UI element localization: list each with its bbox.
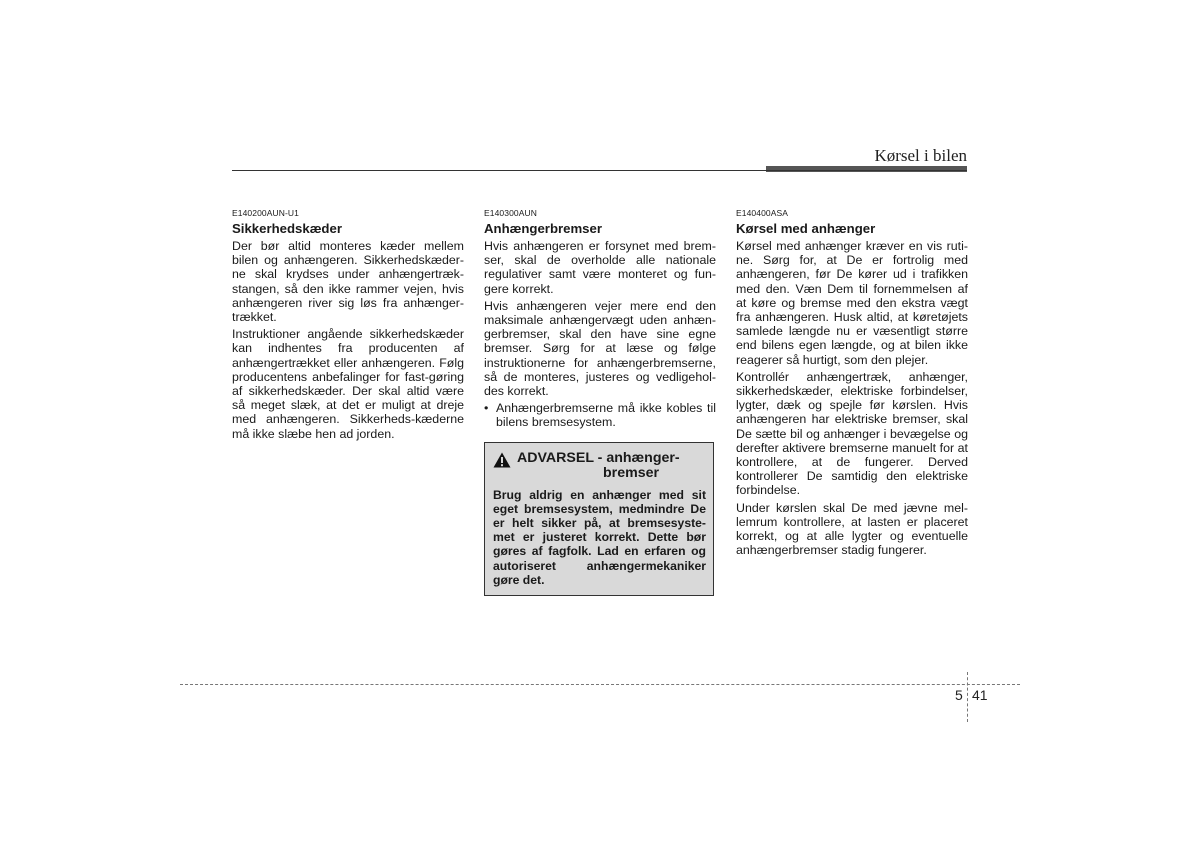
bullet-text: Anhængerbremserne må ikke kobles til bilens bremsesystem. <box>496 401 716 430</box>
page-number: 41 <box>972 687 988 703</box>
chapter-number: 5 <box>955 687 963 703</box>
footer-dashed-divider <box>967 672 968 722</box>
warning-title-line1: ADVARSEL - anhænger- <box>517 449 680 466</box>
section-code: E140300AUN <box>484 208 537 218</box>
column-trailer-brakes <box>484 208 716 596</box>
paragraph: Instruktioner angående sikkerhedskæder kan indhentes fra producenten af anhængertrækket eller anhængeren. Følg producentens anbefalinger for fast-gøring af sikkerhedskæder. Der skal altid være så meget slæk, at det er muligt at dreje med anhængeren. Sikkerheds-kæderne må ikke slæbe hen ad jorden. <box>232 327 464 441</box>
section-code: E140400ASA <box>736 208 789 218</box>
paragraph: Hvis anhængeren er forsynet med brem-ser, skal de overholde alle nationale regulativer samt være monteret og fun-gere korrekt. <box>484 239 716 296</box>
page-header-title: Kørsel i bilen <box>874 146 967 165</box>
warning-triangle-icon <box>493 452 511 468</box>
section-code: E140200AUN-U1 <box>232 208 299 218</box>
bullet-dot: • <box>484 401 489 416</box>
warning-body: Brug aldrig en anhænger med sit eget bremsesystem, medmindre De er helt sikker på, at bremsesyste-met er justeret korrekt. Dette bør gøres af fagfolk. Lad en erfaren og autoriseret anhængermekaniker gøre det. <box>493 487 706 587</box>
header-bar <box>766 166 967 172</box>
footer-dashed-rule <box>180 684 1020 685</box>
section-heading: Kørsel med anhænger <box>736 221 876 236</box>
paragraph: Der bør altid monteres kæder mellem bilen og anhængeren. Sikkerhedskæder-ne skal krydses under anhængertræk-stangen, så den ikke rammer vejen, hvis anhængeren river sig løs fra anhænger-trækket. <box>232 239 464 325</box>
section-heading: Anhængerbremser <box>484 221 602 236</box>
paragraph: Kontrollér anhængertræk, anhænger, sikkerhedskæder, elektriske forbindelser, lygter, dæk og spejle før kørslen. Hvis anhængeren har elektriske bremser, skal De sætte bil og anhænger i bevægelse og derefter aktivere bremserne manuelt for at kontrollere, at de fungerer. Derved kontrollerer De samtidig den elektriske forbindelse. <box>736 369 968 498</box>
warning-box <box>484 442 714 596</box>
column-driving-with-trailer <box>736 208 968 560</box>
header-rule <box>232 170 967 171</box>
warning-title <box>493 451 706 482</box>
section-heading: Sikkerhedskæder <box>232 221 342 236</box>
paragraph: Under kørslen skal De med jævne mel-lemrum kontrollere, at lasten er placeret korrekt, og at alle lygter og eventuelle anhængerbremser stadig fungerer. <box>736 500 968 558</box>
paragraph: Kørsel med anhænger kræver en vis ruti-ne. Sørg for, at De er fortrolig med anhængeren, før De kører ud i trafikken med den. Væn Dem til fornemmelsen af at køre og bremse med den ekstra vægt fra anhængeren. Husk altid, at køretøjets samlede længde nu er væsentligt større end bilens egen længde, og at bilen ikke reagerer så hurtigt, som den plejer. <box>736 239 968 367</box>
warning-title-line2: bremser <box>603 465 659 482</box>
paragraph: Hvis anhængeren vejer mere end den maksimale anhængervægt uden anhæn-gerbremser, skal den have sine egne bremser. Sørg for at læse og følge instruktionerne for anhængerbremserne, så de monteres, justeres og vedligehol-des korrekt. <box>484 298 716 399</box>
bullet-item <box>484 401 716 429</box>
column-safety-chains <box>232 208 464 444</box>
